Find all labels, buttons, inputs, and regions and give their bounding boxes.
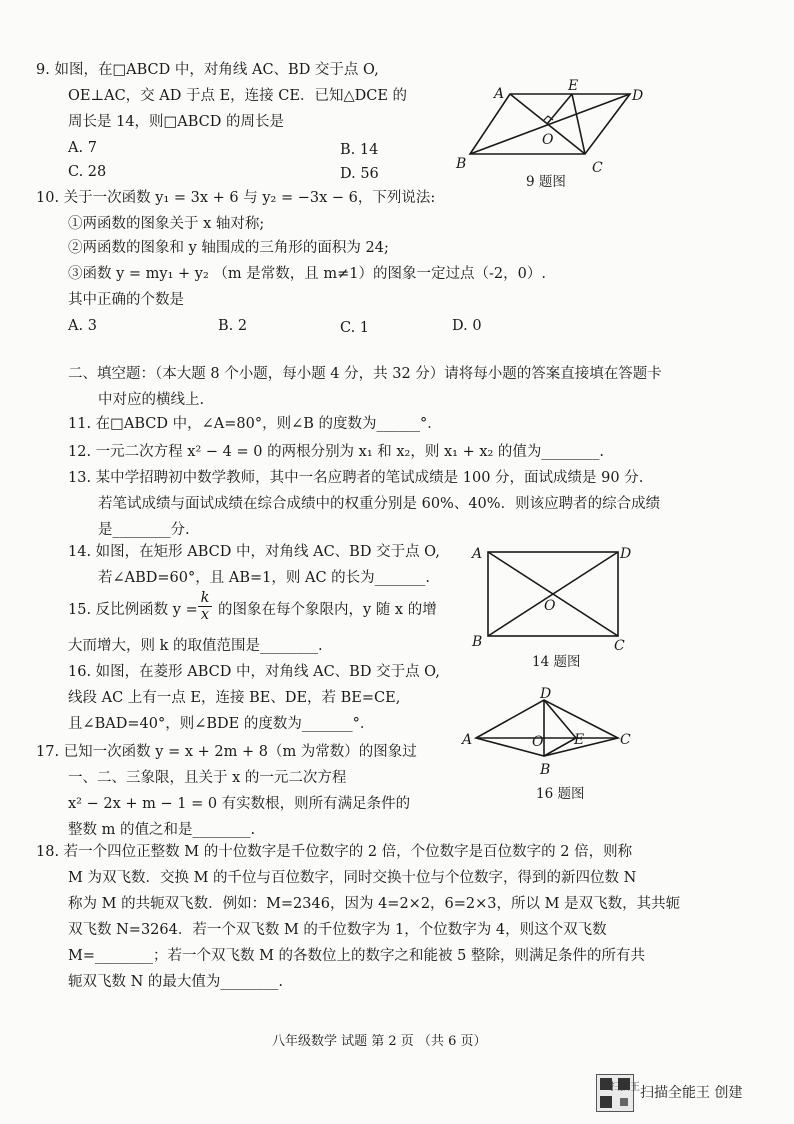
q15-fraction (198, 590, 212, 623)
q13-line3: 是________分. (98, 522, 190, 538)
q13-line1: 13. 某中学招聘初中数学教师，其中一名应聘者的笔试成绩是 100 分，面试成绩是 90 分. (68, 470, 644, 486)
q10-option-c: C. 1 (340, 320, 370, 336)
q17-line2: 一、二、三象限，且关于 x 的一元二次方程 (68, 770, 347, 786)
q11: 11. 在□ABCD 中，∠A=80°，则∠B 的度数为______°． (68, 416, 442, 432)
q9-option-a: A. 7 (68, 140, 97, 156)
fig9-label-o: O (542, 132, 554, 148)
q16-line3: 且∠BAD=40°，则∠BDE 的度数为_______°． (68, 716, 375, 732)
q18-line3: 称为 M 的共轭双飞数．例如：M=2346，因为 4=2×2，6=2×3，所以 M 是双飞数，其共轭 (68, 896, 681, 912)
fig9-label-d: D (632, 88, 644, 104)
q13-line2: 若笔试成绩与面试成绩在综合成绩中的权重分别是 60%、40%．则该应聘者的综合成绩 (98, 496, 661, 512)
fig14-caption: 14 题图 (532, 654, 581, 670)
fig14-label-d: D (620, 546, 632, 562)
q10-option-b: B. 2 (218, 318, 248, 334)
q15-line2: 大而增大，则 k 的取值范围是________. (68, 638, 323, 654)
fig14-label-b: B (472, 634, 483, 650)
q14-line2: 若∠ABD=60°，且 AB=1，则 AC 的长为_______. (98, 570, 431, 586)
q10-statement2: ②两函数的图象和 y 轴围成的三角形的面积为 24; (68, 240, 389, 256)
q18-line5: M=________；若一个双飞数 M 的各数位上的数字之和能被 5 整除，则满足条件的所有共 (68, 948, 646, 964)
q9-option-b: B. 14 (340, 142, 379, 158)
q10-option-d: D. 0 (452, 318, 482, 334)
q18-line6: 轭双飞数 N 的最大值为________. (68, 974, 284, 990)
q17-line4: 整数 m 的值之和是________. (68, 822, 256, 838)
fig9-label-c: C (592, 160, 603, 176)
fig9-label-b: B (456, 156, 467, 172)
fig16-label-a: A (462, 732, 473, 748)
fig9-caption: 9 题图 (526, 174, 566, 190)
q10-statement1: ①两函数的图象关于 x 轴对称; (68, 216, 265, 232)
q15-line1a: 15. 反比例函数 y = (68, 602, 198, 618)
q10-statement3: ③函数 y = my₁ + y₂ （m 是常数，且 m≠1）的图象一定过点（-2，0）. (68, 266, 546, 282)
fig9-label-e: E (568, 78, 579, 94)
q18-line4: 双飞数 N=3264．若一个双飞数 M 的千位数字为 1，个位数字为 4，则这个双飞数 (68, 922, 607, 938)
q16-line1: 16. 如图，在菱形 ABCD 中，对角线 AC、BD 交于点 O, (68, 664, 440, 680)
q9-line3: 周长是 14，则□ABCD 的周长是 (68, 114, 284, 130)
scanner-watermark: 扫描全能王 创建 (640, 1085, 743, 1101)
fig16-label-c: C (620, 732, 631, 748)
q16-line2: 线段 AC 上有一点 E，连接 BE、DE，若 BE=CE, (68, 690, 401, 706)
q10-option-a: A. 3 (68, 318, 97, 334)
figure-16-rhombus (458, 684, 638, 806)
scanner-logo-text: 扫描王 (610, 1082, 640, 1093)
q15-fraction-numerator: k (198, 590, 212, 607)
fig16-label-d: D (540, 686, 552, 702)
q9-option-d: D. 56 (340, 166, 379, 182)
section2-heading: 二、填空题：（本大题 8 个小题，每小题 4 分，共 32 分）请将每小题的答案直接填在答题卡 (68, 366, 662, 382)
q10-line1: 10. 关于一次函数 y₁ = 3x + 6 与 y₂ = −3x − 6，下列说法: (36, 190, 436, 206)
q15-fraction-denominator: x (200, 607, 210, 623)
fig14-label-o: O (544, 598, 556, 614)
fig9-label-a: A (494, 86, 505, 102)
q9-line2: OE⊥AC，交 AD 于点 E，连接 CE．已知△DCE 的 (68, 88, 408, 104)
figure-9-parallelogram (450, 76, 644, 196)
fig16-label-o: O (532, 734, 544, 750)
fig14-label-a: A (472, 546, 483, 562)
q15-line1b: 的图象在每个象限内，y 随 x 的增 (218, 602, 437, 618)
q12: 12. 一元二次方程 x² − 4 = 0 的两根分别为 x₁ 和 x₂，则 x₁ + x₂ 的值为________. (68, 444, 605, 460)
fig14-label-c: C (614, 638, 625, 654)
q14-line1: 14. 如图，在矩形 ABCD 中，对角线 AC、BD 交于点 O, (68, 544, 440, 560)
fig16-caption: 16 题图 (536, 786, 585, 802)
figure-14-rectangle (466, 538, 646, 672)
q18-line1: 18. 若一个四位正整数 M 的十位数字是千位数字的 2 倍，个位数字是百位数字的 2 倍，则称 (36, 844, 633, 860)
fig16-label-b: B (540, 762, 551, 778)
q18-line2: M 为双飞数．交换 M 的千位与百位数字，同时交换十位与个位数字，得到的新四位数 N (68, 870, 637, 886)
q9-line1: 9. 如图，在□ABCD 中，对角线 AC、BD 交于点 O, (36, 62, 379, 78)
q17-line1: 17. 已知一次函数 y = x + 2m + 8（m 为常数）的图象过 (36, 744, 417, 760)
page-footer: 八年级数学 试题 第 2 页 （共 6 页） (272, 1034, 487, 1049)
q9-option-c: C. 28 (68, 164, 107, 180)
q17-line3: x² − 2x + m − 1 = 0 有实数根，则所有满足条件的 (68, 796, 411, 812)
section2-heading-line2: 中对应的横线上. (98, 392, 205, 408)
fig16-label-e: E (574, 732, 585, 748)
q10-line5: 其中正确的个数是 (68, 292, 184, 308)
